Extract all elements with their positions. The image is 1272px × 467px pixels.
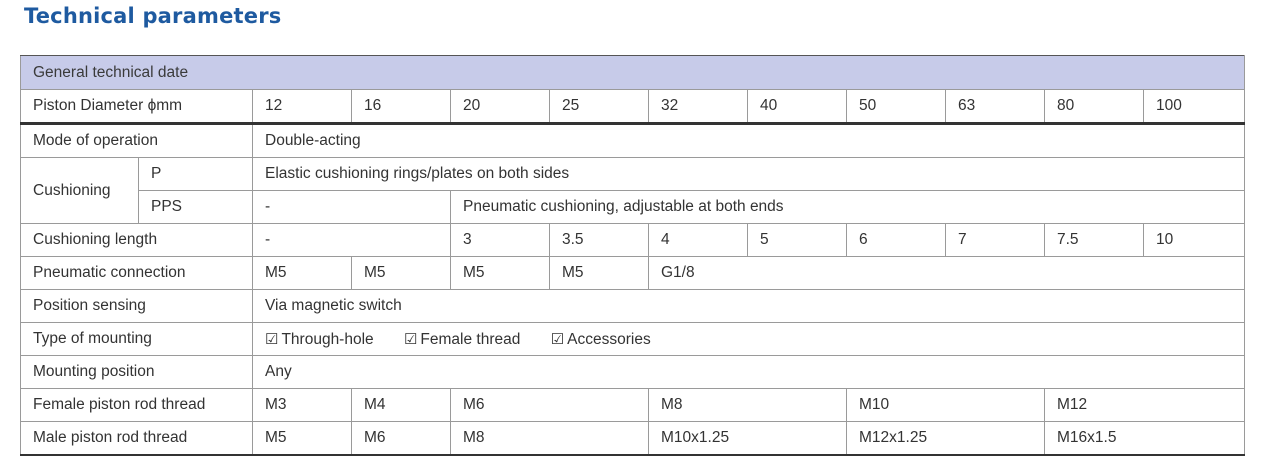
cushioning-p-row — [21, 158, 1245, 191]
length-cell: 6 — [847, 224, 946, 257]
technical-parameters-table — [20, 55, 1245, 456]
pneumatic-cell: M5 — [352, 257, 451, 290]
diameter-cell: 32 — [649, 90, 748, 124]
row-label: Cushioning length — [21, 224, 253, 257]
female-thread-cell: M4 — [352, 389, 451, 422]
pneumatic-row — [21, 257, 1245, 290]
mode-value: Double-acting — [253, 124, 1245, 158]
sensing-row — [21, 290, 1245, 323]
female-thread-cell: M3 — [253, 389, 352, 422]
row-label: Mounting position — [21, 356, 253, 389]
mounting-option — [404, 330, 520, 349]
diameter-cell: 12 — [253, 90, 352, 124]
cushioning-p-value: Elastic cushioning rings/plates on both sides — [253, 158, 1245, 191]
checkbox-checked-icon: ☑ — [265, 330, 279, 348]
diameter-cell: 40 — [748, 90, 847, 124]
row-label: Pneumatic connection — [21, 257, 253, 290]
female-thread-cell: M12 — [1045, 389, 1245, 422]
mounting-option — [265, 330, 374, 349]
length-cell: 7.5 — [1045, 224, 1144, 257]
row-label: Cushioning — [21, 158, 139, 224]
row-label: Position sensing — [21, 290, 253, 323]
diameter-cell: 80 — [1045, 90, 1144, 124]
row-label: Male piston rod thread — [21, 422, 253, 456]
diameter-cell: 63 — [946, 90, 1045, 124]
female-thread-cell: M6 — [451, 389, 649, 422]
pneumatic-cell: G1/8 — [649, 257, 1245, 290]
male-thread-cell: M12x1.25 — [847, 422, 1045, 456]
pneumatic-cell: M5 — [550, 257, 649, 290]
checkbox-checked-icon: ☑ — [550, 330, 565, 348]
male-thread-cell: M6 — [352, 422, 451, 456]
row-label: Mode of operation — [21, 124, 253, 158]
length-cell: 10 — [1144, 224, 1245, 257]
mode-row — [21, 124, 1245, 158]
male-thread-cell: M8 — [451, 422, 649, 456]
cushioning-sub-label: P — [139, 158, 253, 191]
female-thread-cell: M10 — [847, 389, 1045, 422]
length-cell: 7 — [946, 224, 1045, 257]
general-header-row — [21, 56, 1245, 90]
cushioning-pps-value: Pneumatic cushioning, adjustable at both ends — [451, 191, 1245, 224]
row-label: Type of mounting — [21, 323, 253, 356]
pneumatic-cell: M5 — [253, 257, 352, 290]
page-title: Technical parameters — [24, 4, 282, 28]
length-cell: 3 — [451, 224, 550, 257]
male-thread-cell: M16x1.5 — [1045, 422, 1245, 456]
checkbox-checked-icon: ☑ — [403, 330, 418, 348]
cushioning-length-row — [21, 224, 1245, 257]
length-cell: 4 — [649, 224, 748, 257]
sensing-value: Via magnetic switch — [253, 290, 1245, 323]
cushioning-pps-row — [21, 191, 1245, 224]
diameter-cell: 25 — [550, 90, 649, 124]
cushioning-pps-small: - — [253, 191, 451, 224]
mounting-option-label: Female thread — [420, 330, 521, 348]
diameter-cell: 20 — [451, 90, 550, 124]
mounting-position-value: Any — [253, 356, 1245, 389]
male-thread-cell: M10x1.25 — [649, 422, 847, 456]
female-thread-row — [21, 389, 1245, 422]
length-cell: 5 — [748, 224, 847, 257]
female-thread-cell: M8 — [649, 389, 847, 422]
diameter-cell: 50 — [847, 90, 946, 124]
mounting-option — [551, 330, 651, 349]
length-cell: - — [253, 224, 451, 257]
row-label: Female piston rod thread — [21, 389, 253, 422]
general-header: General technical date — [21, 56, 1245, 90]
row-label: Piston Diameter ϕmm — [21, 90, 253, 124]
mounting-position-row — [21, 356, 1245, 389]
mounting-option-label: Through-hole — [281, 330, 374, 348]
diameter-cell: 16 — [352, 90, 451, 124]
male-thread-row — [21, 422, 1245, 456]
mounting-type-row — [21, 323, 1245, 356]
pneumatic-cell: M5 — [451, 257, 550, 290]
mounting-option-label: Accessories — [567, 330, 651, 348]
diameter-cell: 100 — [1144, 90, 1245, 124]
cushioning-sub-label: PPS — [139, 191, 253, 224]
length-cell: 3.5 — [550, 224, 649, 257]
diameter-row — [21, 90, 1245, 124]
mounting-options — [253, 323, 1245, 356]
male-thread-cell: M5 — [253, 422, 352, 456]
